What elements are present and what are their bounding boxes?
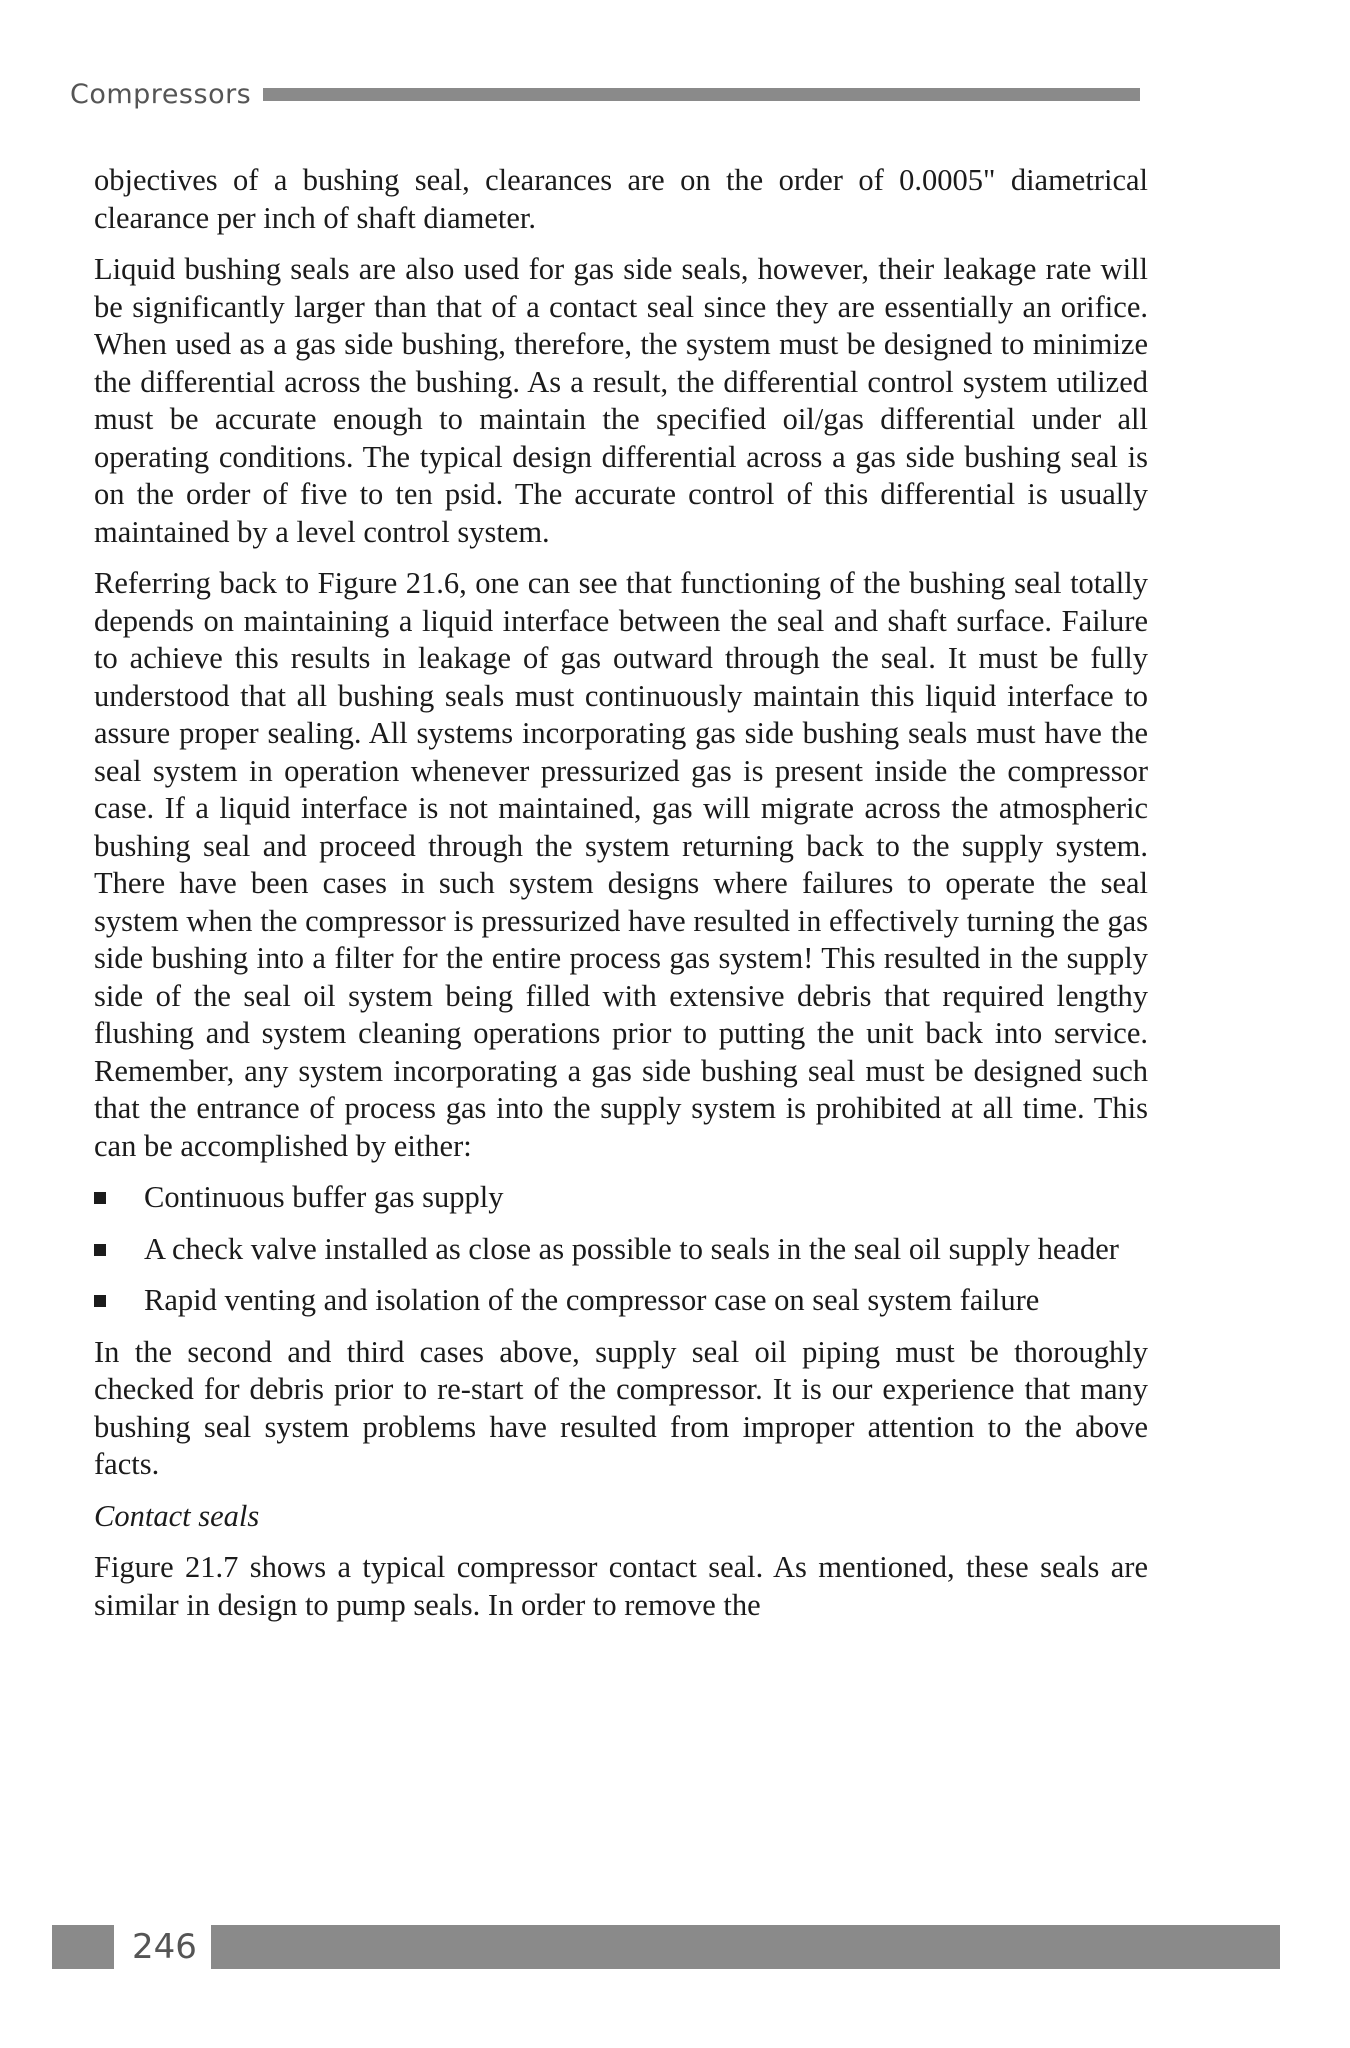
page-number: 246 [132,1927,197,1967]
list-item-text: Continuous buffer gas supply [144,1180,504,1214]
list-item [94,1282,1148,1320]
paragraph: Liquid bushing seals are also used for gas side seals, however, their leakage rate will be significantly larger than that of a contact seal since they are essentially an orifice. When used as a gas side bushing, therefore, the system must be designed to minimize the differential across the bushing. As a result, the differential control system utilized must be accurate enough to maintain the specified oil/gas differential under all operating conditions. The typical design differential across a gas side bushing seal is on the order of five to ten psid. The accurate control of this differential is usually maintained by a level control system. [94,252,1148,549]
paragraph: Figure 21.7 shows a typical compressor contact seal. As mentioned, these seals are similar in design to pump seals. In order to remove the [94,1550,1148,1622]
section-subheading: Contact seals [94,1498,260,1533]
header-title: Compressors [70,78,252,110]
header-rule [263,88,1140,101]
page-footer [52,1925,1280,1969]
list-item-text: A check valve installed as close as possible to seals in the seal oil supply header [144,1231,1119,1266]
paragraph: In the second and third cases above, supply seal oil piping must be thoroughly checked for debris prior to re-start of the compressor. It is our experience that many bushing seal system problems have resulted from improper attention to the above facts. [94,1334,1148,1481]
list-item [94,1179,1148,1217]
list-item [94,1231,1148,1269]
page-body [94,162,1148,1638]
square-bullet-icon [94,1192,106,1204]
footer-left-block [52,1925,114,1969]
paragraph: objectives of a bushing seal, clearances are on the order of 0.0005" diametrical clearance per inch of shaft diameter. [94,163,1148,235]
bullet-list [94,1179,1148,1320]
square-bullet-icon [94,1295,106,1307]
running-header [70,74,1140,114]
list-item-text: Rapid venting and isolation of the compressor case on seal system failure [144,1283,1040,1317]
square-bullet-icon [94,1244,106,1256]
footer-rule [211,1925,1280,1969]
paragraph: Referring back to Figure 21.6, one can see that functioning of the bushing seal totally depends on maintaining a liquid interface between the seal and shaft surface. Failure to achieve this results in leakage of gas outward through the seal. It must be fully understood that all bushing seals must continuously maintain this liquid interface to assure proper sealing. All systems incorporating gas side bushing seals must have the seal system in operation whenever pressurized gas is present inside the compressor case. If a liquid interface is not maintained, gas will migrate across the atmospheric bushing seal and proceed through the system returning back to the supply system. There have been cases in such system designs where failures to operate the seal system when the compressor is pressurized have resulted in effectively turning the gas side bushing into a filter for the entire process gas system! This resulted in the supply side of the seal oil system being filled with extensive debris that required lengthy flushing and system cleaning operations prior to putting the unit back into service. Remember, any system incorporating a gas side bushing seal must be designed such that the entrance of process gas into the supply system is prohibited at all time. This can be accomplished by either: [94,566,1148,1163]
